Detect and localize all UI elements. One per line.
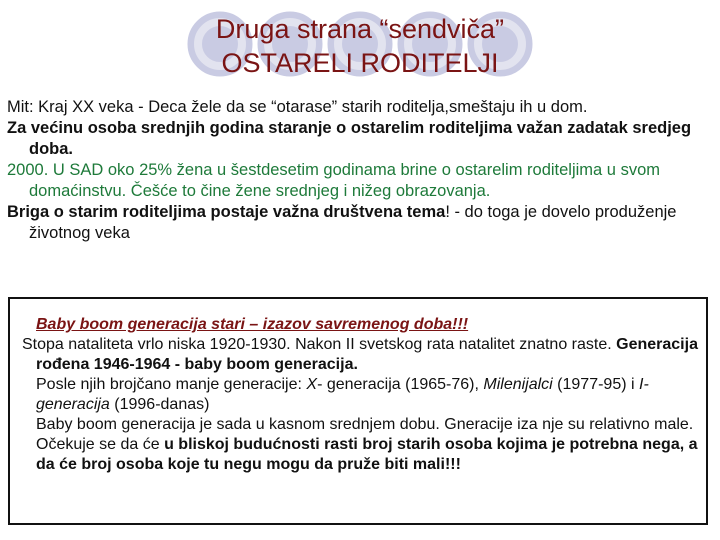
paragraph-myth: Mit: Kraj XX veka - Deca žele da se “otarase” starih roditelja,smeštaju ih u dom.: [7, 98, 588, 116]
box-paragraph-expectation: [36, 435, 700, 475]
paragraph-statistics: 2000. U SAD oko 25% žena u šestdesetim godinama brine o ostarelim roditeljima u svom domaćinstvu. Češće to čine žene srednjeg i nižeg obrazovanja.: [7, 161, 660, 200]
natality-text: Stopa nataliteta vrlo niska 1920-1930. Nakon II svetskog rata natalitet znatno raste.: [22, 336, 617, 353]
box-paragraph-late-middle-age: Baby boom generacija je sada u kasnom srednjem dobu. Gneracije iza nje su relativno male.: [36, 416, 694, 433]
generations-text-a: Posle njih brojčano manje generacije:: [36, 376, 307, 393]
generations-text-b: - generacija (1965-76),: [317, 376, 484, 393]
body-text: [7, 97, 715, 244]
box-paragraph-generations: [36, 375, 700, 415]
baby-boom-box: [8, 297, 708, 525]
expectation-bold: u bliskoj budućnosti rasti broj starih osoba kojima je potrebna nega, a da će broj osoba koje tu negu mogu da pruže biti mali!!!: [36, 436, 698, 473]
natality-bold: Generacija rođena 1946-1964 - baby boom generacija.: [36, 336, 698, 373]
generation-millennials: Milenijalci: [483, 376, 553, 393]
title-line-1: Druga strana “sendviča”: [215, 14, 505, 44]
title-line-2: OSTARELI RODITELJI: [221, 48, 499, 78]
paragraph-social-topic: [7, 202, 715, 244]
box-heading: Baby boom generacija stari – izazov savremenog doba!!!: [36, 316, 469, 333]
social-topic-rest: ! - do toga je dovelo produženje životnog veka: [29, 203, 677, 242]
expectation-text: Očekuje se da će: [36, 436, 165, 453]
page-title: [120, 12, 600, 80]
generations-text-d: (1996-danas): [109, 396, 210, 413]
generation-i: I-generacija: [36, 376, 649, 413]
paragraph-caregiving: Za većinu osoba srednjih godina staranje o ostarelim roditeljima važan zadatak sredjeg doba.: [7, 119, 692, 158]
box-paragraph-natality: [16, 335, 700, 375]
social-topic-bold: Briga o starim roditeljima postaje važna društvena tema: [7, 203, 446, 221]
generation-x: X: [306, 376, 318, 393]
generations-text-c: (1977-95) i: [552, 376, 639, 393]
